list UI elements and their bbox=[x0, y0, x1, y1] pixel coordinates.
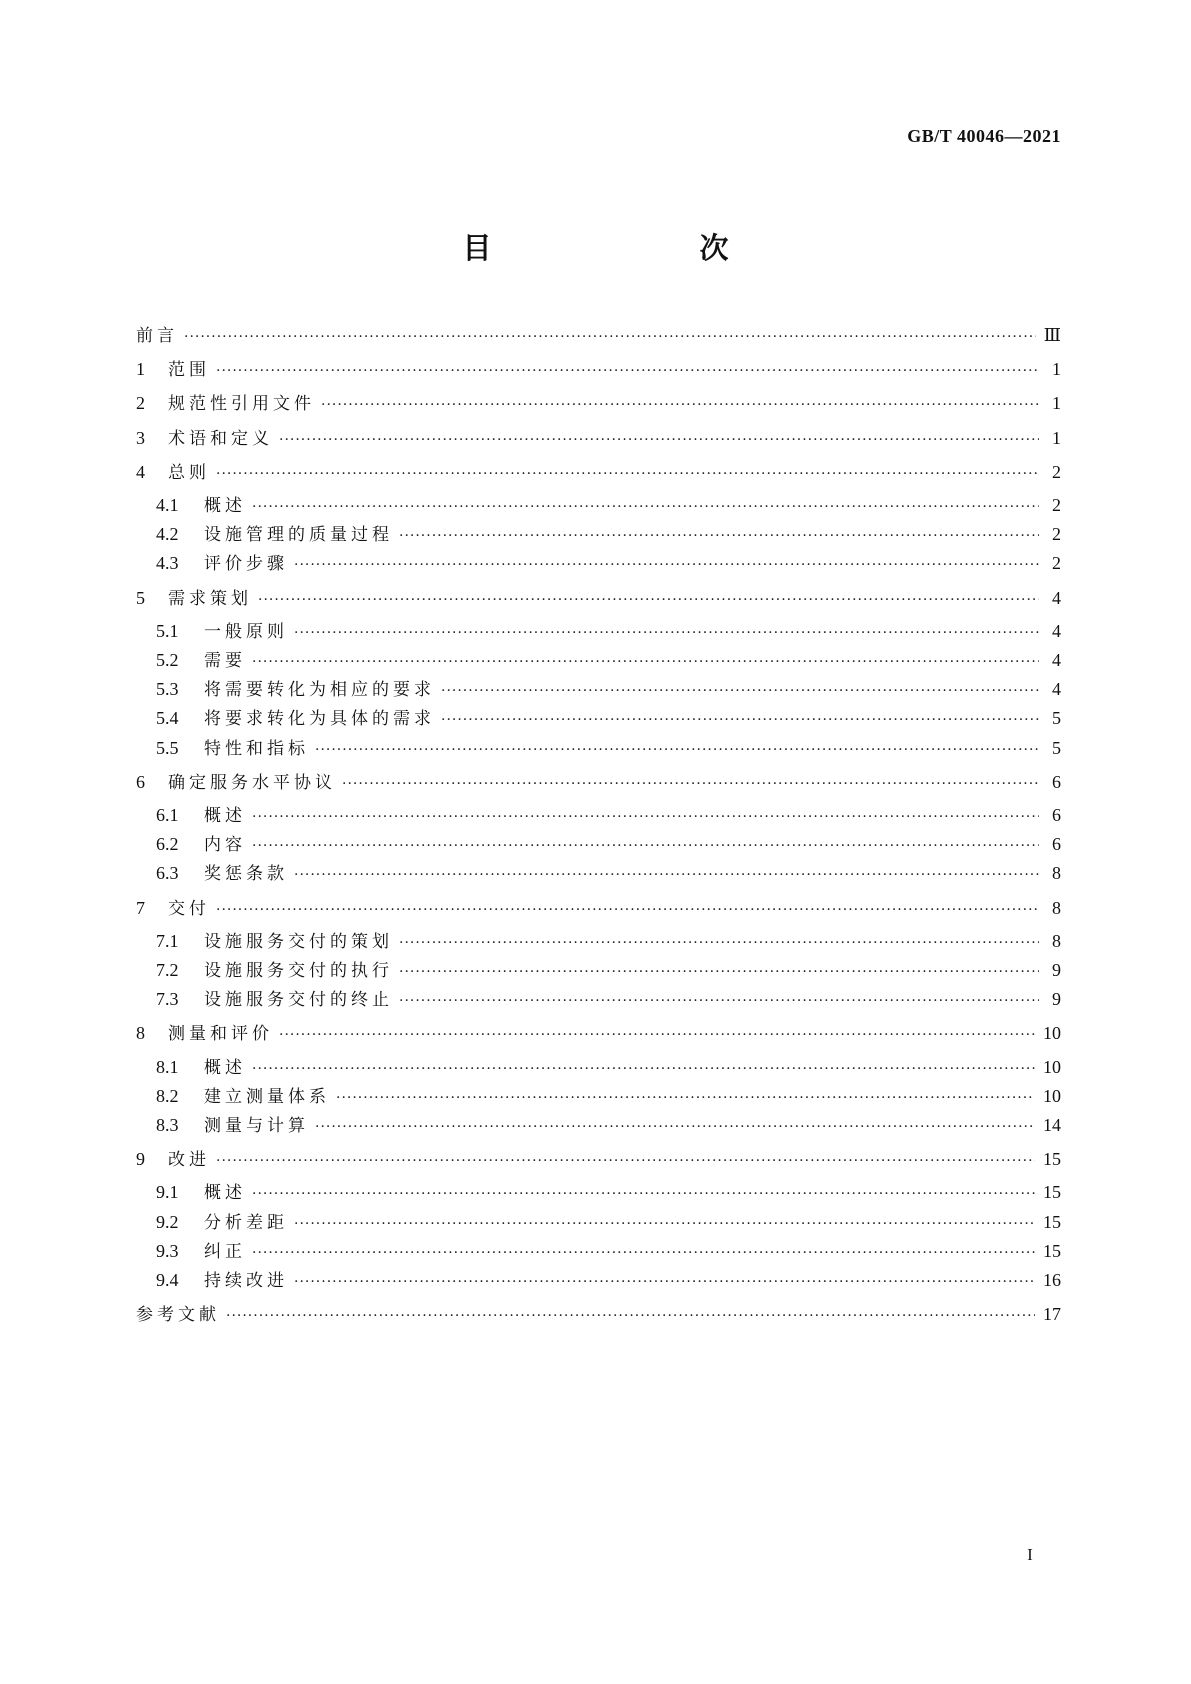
toc-entry-title: 奖惩条款 bbox=[204, 864, 288, 885]
page-number: I bbox=[1027, 1545, 1033, 1564]
toc-entry-title: 将要求转化为具体的需求 bbox=[204, 709, 435, 730]
toc-entry-title: 概述 bbox=[204, 496, 246, 516]
toc-leader-dots bbox=[252, 495, 1039, 519]
toc-leader-dots bbox=[321, 393, 1039, 417]
toc-entry-page: 2 bbox=[1052, 495, 1061, 515]
toc-entry[interactable] bbox=[156, 619, 1061, 645]
toc-entry[interactable] bbox=[156, 861, 1061, 887]
toc-entry-page: 2 bbox=[1052, 553, 1061, 574]
toc-entry[interactable] bbox=[136, 896, 1061, 922]
toc-leader-dots bbox=[315, 738, 1039, 762]
toc-entry-title: 概述 bbox=[204, 806, 246, 826]
toc-entry-number: 5.3 bbox=[156, 679, 179, 700]
toc-entry[interactable] bbox=[156, 551, 1061, 577]
toc-entry-page: 8 bbox=[1052, 897, 1061, 918]
toc-entry-page: 16 bbox=[1043, 1270, 1061, 1290]
toc-entry-number: 9.1 bbox=[156, 1182, 179, 1203]
toc-entry-page: 15 bbox=[1043, 1240, 1061, 1261]
toc-entry-page: 9 bbox=[1052, 989, 1061, 1010]
toc-entry-title: 设施服务交付的策划 bbox=[204, 931, 393, 952]
page-title: 目 次 bbox=[462, 231, 779, 265]
toc-entry-page: 10 bbox=[1043, 1085, 1061, 1106]
toc-entry[interactable] bbox=[156, 648, 1061, 674]
toc-entry[interactable] bbox=[156, 493, 1061, 519]
toc-entry-number: 5.1 bbox=[156, 620, 179, 641]
toc-entry[interactable] bbox=[156, 736, 1061, 762]
toc-entry-page: 2 bbox=[1052, 461, 1061, 482]
toc-leader-dots bbox=[216, 1149, 1035, 1173]
toc-entry-number: 8.2 bbox=[156, 1085, 179, 1106]
toc-entry-title: 概述 bbox=[204, 1183, 246, 1204]
toc-entry-number: 6.2 bbox=[156, 834, 179, 855]
toc-entry[interactable] bbox=[156, 1055, 1061, 1081]
toc-entry[interactable] bbox=[156, 1210, 1061, 1236]
toc-entry-title: 持续改进 bbox=[204, 1271, 288, 1291]
toc-entry-page: 2 bbox=[1052, 524, 1061, 545]
toc-leader-dots bbox=[279, 1023, 1035, 1047]
toc-entry[interactable] bbox=[136, 770, 1061, 796]
toc-entry-number: 5.4 bbox=[156, 708, 179, 729]
toc-leader-dots bbox=[399, 989, 1039, 1013]
toc-leader-dots bbox=[252, 1241, 1035, 1265]
toc-entry-page: 10 bbox=[1043, 1023, 1061, 1044]
toc-entry-title: 规范性引用文件 bbox=[168, 394, 315, 415]
toc-entry-title: 概述 bbox=[204, 1057, 246, 1078]
toc-entry[interactable] bbox=[156, 706, 1061, 732]
toc-leader-dots bbox=[226, 1304, 1035, 1328]
toc-entry-page: 6 bbox=[1052, 834, 1061, 855]
toc-entry-page: 1 bbox=[1052, 393, 1061, 414]
toc-entry-title: 特性和指标 bbox=[204, 738, 309, 759]
toc-entry-page: 6 bbox=[1052, 805, 1061, 825]
toc-entry-page: 9 bbox=[1052, 960, 1061, 980]
toc-entry[interactable] bbox=[156, 929, 1061, 955]
toc-leader-dots bbox=[258, 588, 1039, 612]
toc-entry-page: 1 bbox=[1052, 427, 1061, 448]
toc-entry-title: 前言 bbox=[136, 326, 178, 346]
toc-entry[interactable] bbox=[156, 677, 1061, 703]
toc-entry-title: 确定服务水平协议 bbox=[168, 772, 336, 793]
toc-entry-page: 4 bbox=[1052, 650, 1061, 670]
toc-entry[interactable] bbox=[156, 522, 1061, 548]
toc-leader-dots bbox=[294, 553, 1039, 577]
toc-leader-dots bbox=[441, 679, 1039, 703]
toc-entry[interactable] bbox=[136, 391, 1061, 417]
toc-entry-title: 测量与计算 bbox=[204, 1116, 309, 1136]
toc-entry[interactable] bbox=[136, 426, 1061, 452]
toc-entry-number: 9 bbox=[136, 1149, 145, 1170]
toc-entry-page: 6 bbox=[1052, 771, 1061, 792]
toc-leader-dots bbox=[399, 524, 1039, 548]
toc-entry-page: 14 bbox=[1043, 1115, 1061, 1135]
toc-entry-number: 9.2 bbox=[156, 1211, 179, 1232]
toc-entry-number: 7.2 bbox=[156, 960, 179, 980]
toc-entry-title: 建立测量体系 bbox=[204, 1086, 330, 1107]
toc-entry-page: 4 bbox=[1052, 587, 1061, 608]
toc-leader-dots bbox=[294, 1270, 1035, 1294]
toc-leader-dots bbox=[252, 1182, 1035, 1206]
toc-entry[interactable] bbox=[156, 832, 1061, 858]
toc-entry-title: 需要 bbox=[204, 651, 246, 671]
toc-entry-page: Ⅲ bbox=[1043, 325, 1061, 345]
toc-leader-dots bbox=[252, 805, 1039, 829]
toc-entry-page: 15 bbox=[1043, 1182, 1061, 1203]
toc-entry-title: 评价步骤 bbox=[204, 554, 288, 575]
toc-entry[interactable] bbox=[136, 460, 1061, 486]
toc-entry[interactable] bbox=[156, 1180, 1061, 1206]
toc-entry-number: 4.3 bbox=[156, 553, 179, 574]
toc-entry-title: 纠正 bbox=[204, 1241, 246, 1262]
toc-leader-dots bbox=[441, 708, 1039, 732]
toc-entry-page: 17 bbox=[1043, 1304, 1061, 1325]
toc-leader-dots bbox=[216, 359, 1039, 383]
toc-entry-page: 4 bbox=[1052, 620, 1061, 641]
toc-leader-dots bbox=[399, 931, 1039, 955]
toc-entry[interactable] bbox=[156, 987, 1061, 1013]
toc-leader-dots bbox=[336, 1086, 1035, 1110]
toc-entry-number: 6 bbox=[136, 771, 145, 792]
toc-entry[interactable] bbox=[156, 958, 1061, 984]
toc-entry[interactable] bbox=[136, 1147, 1061, 1173]
toc-leader-dots bbox=[279, 428, 1039, 452]
toc-entry-title: 参考文献 bbox=[136, 1305, 220, 1326]
toc-entry-title: 设施管理的质量过程 bbox=[204, 525, 393, 546]
toc-entry-number: 4.2 bbox=[156, 524, 179, 545]
toc-entry-number: 5 bbox=[136, 587, 145, 608]
toc-entry-title: 将需要转化为相应的要求 bbox=[204, 680, 435, 701]
toc-entry-title: 需求策划 bbox=[168, 588, 252, 609]
toc-entry-page: 15 bbox=[1043, 1149, 1061, 1170]
toc-entry-title: 术语和定义 bbox=[168, 428, 273, 449]
toc-entry[interactable] bbox=[136, 1021, 1061, 1047]
toc-leader-dots bbox=[294, 863, 1039, 887]
toc-leader-dots bbox=[252, 650, 1039, 674]
toc-entry-number: 9.3 bbox=[156, 1240, 179, 1261]
toc-entry-title: 内容 bbox=[204, 835, 246, 856]
toc-entry-page: 5 bbox=[1052, 708, 1061, 729]
toc-entry-page: 1 bbox=[1052, 359, 1061, 380]
toc-entry[interactable] bbox=[136, 586, 1061, 612]
toc-entry-number: 8 bbox=[136, 1023, 145, 1044]
toc-entry-number: 8.1 bbox=[156, 1056, 179, 1077]
toc-entry-number: 7 bbox=[136, 897, 145, 918]
toc-entry-page: 10 bbox=[1043, 1056, 1061, 1077]
toc-entry-number: 1 bbox=[136, 359, 145, 380]
toc-entry-number: 6.1 bbox=[156, 805, 179, 825]
toc-leader-dots bbox=[315, 1115, 1035, 1139]
toc-entry-number: 2 bbox=[136, 393, 145, 414]
toc-entry-title: 一般原则 bbox=[204, 621, 288, 642]
toc-entry-title: 改进 bbox=[168, 1150, 210, 1171]
toc-entry[interactable] bbox=[156, 1084, 1061, 1110]
toc-leader-dots bbox=[184, 325, 1036, 349]
toc-entry-page: 8 bbox=[1052, 930, 1061, 951]
toc-leader-dots bbox=[294, 621, 1039, 645]
toc-entry[interactable] bbox=[156, 803, 1061, 829]
toc-leader-dots bbox=[399, 960, 1039, 984]
toc-entry-page: 5 bbox=[1052, 737, 1061, 758]
toc-entry[interactable] bbox=[156, 1268, 1061, 1294]
toc-entry-title: 测量和评价 bbox=[168, 1024, 273, 1045]
standard-code: GB/T 40046—2021 bbox=[907, 126, 1061, 146]
toc-entry-number: 9.4 bbox=[156, 1270, 179, 1290]
toc-entry-number: 4.1 bbox=[156, 495, 179, 515]
toc-entry-title: 设施服务交付的终止 bbox=[204, 990, 393, 1011]
toc-entry[interactable] bbox=[136, 357, 1061, 383]
toc-entry[interactable] bbox=[156, 1239, 1061, 1265]
toc-entry-number: 5.2 bbox=[156, 650, 179, 670]
toc-entry-title: 总则 bbox=[168, 462, 210, 483]
toc-leader-dots bbox=[294, 1212, 1035, 1236]
toc-entry[interactable] bbox=[136, 1302, 1061, 1328]
toc-entry-title: 设施服务交付的执行 bbox=[204, 961, 393, 981]
toc-leader-dots bbox=[342, 772, 1039, 796]
toc-entry-number: 4 bbox=[136, 461, 145, 482]
toc-entry-number: 5.5 bbox=[156, 737, 179, 758]
toc-leader-dots bbox=[252, 1057, 1035, 1081]
toc-entry-page: 4 bbox=[1052, 679, 1061, 700]
toc-entry[interactable] bbox=[156, 1113, 1061, 1139]
toc-leader-dots bbox=[216, 898, 1039, 922]
toc-entry[interactable] bbox=[136, 323, 1061, 349]
toc-entry-number: 7.3 bbox=[156, 989, 179, 1010]
toc-entry-number: 3 bbox=[136, 427, 145, 448]
toc-leader-dots bbox=[216, 462, 1039, 486]
toc-entry-page: 15 bbox=[1043, 1211, 1061, 1232]
toc-leader-dots bbox=[252, 834, 1039, 858]
toc-entry-number: 6.3 bbox=[156, 863, 179, 884]
toc-entry-page: 8 bbox=[1052, 863, 1061, 884]
toc-entry-number: 8.3 bbox=[156, 1115, 179, 1135]
toc-entry-number: 7.1 bbox=[156, 930, 179, 951]
toc-entry-title: 交付 bbox=[168, 898, 210, 919]
toc-entry-title: 分析差距 bbox=[204, 1212, 288, 1233]
toc-entry-title: 范围 bbox=[168, 360, 210, 381]
